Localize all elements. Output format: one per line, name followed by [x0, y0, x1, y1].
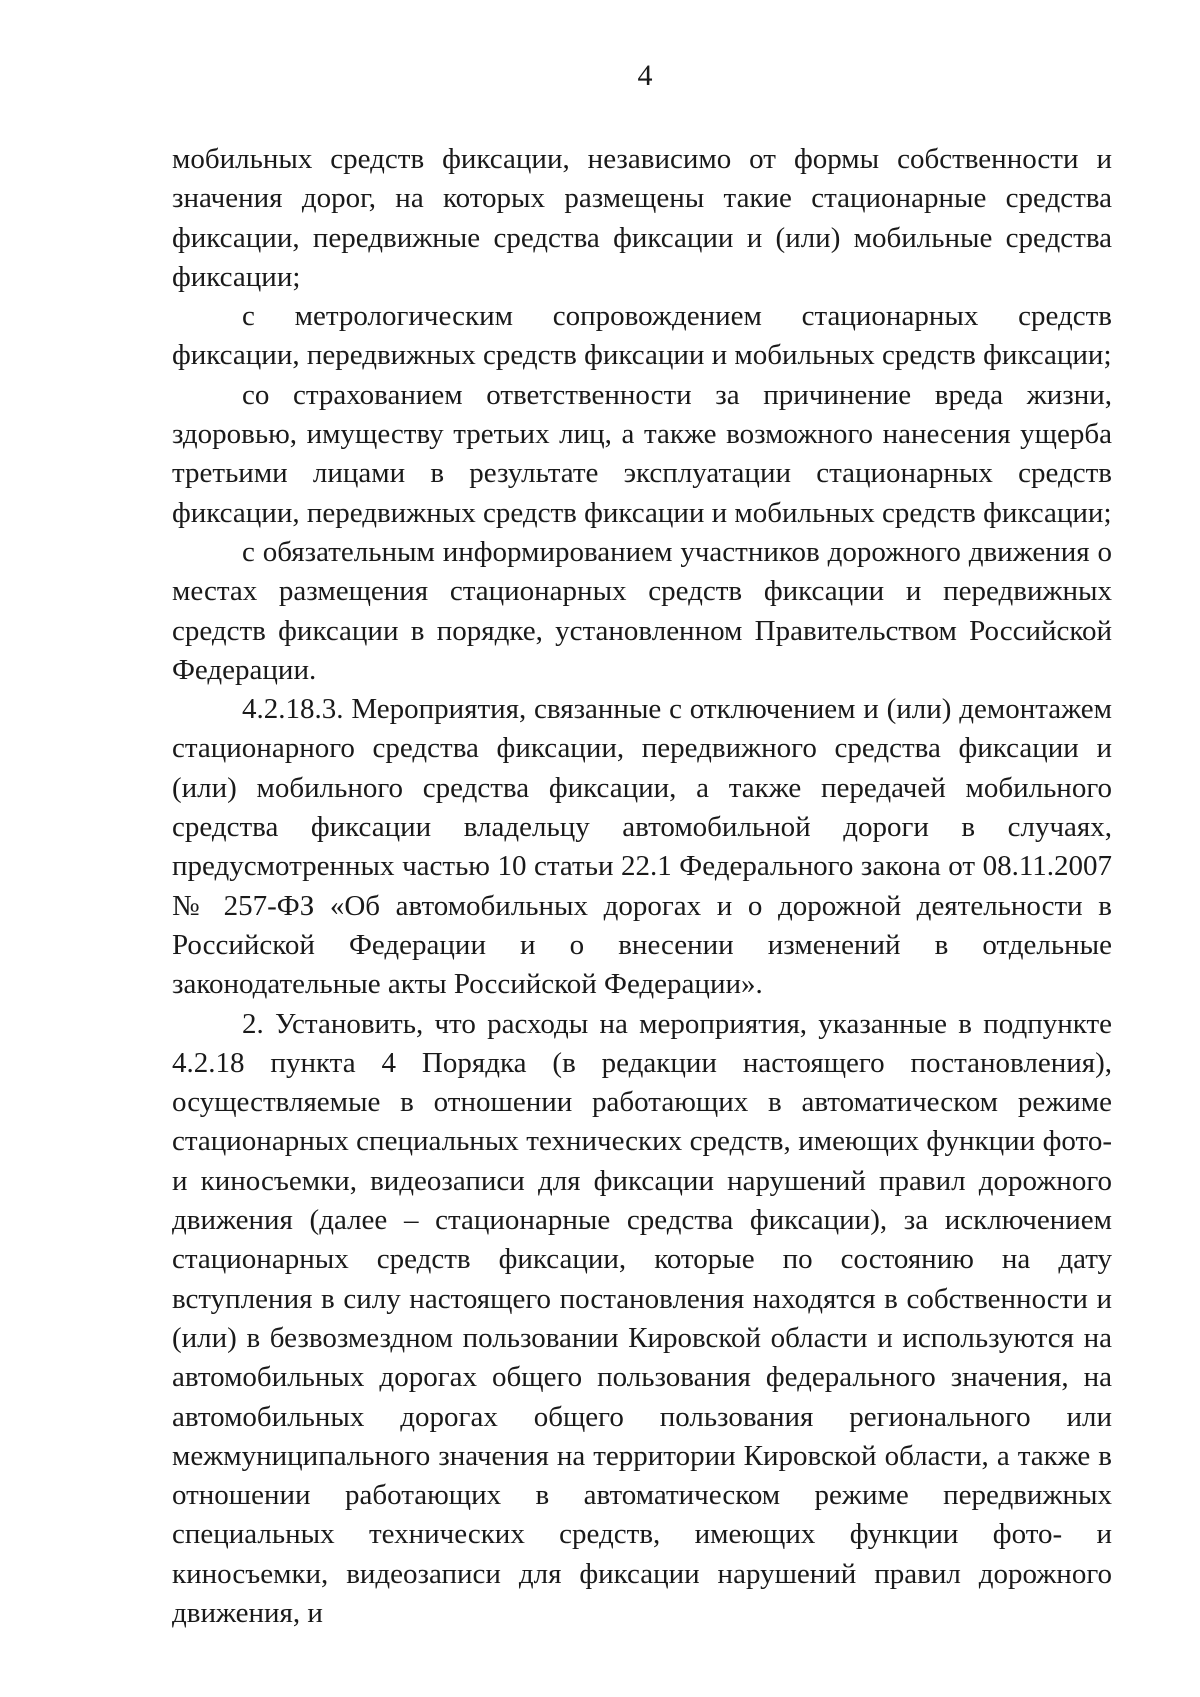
paragraph-4-2-18-3: 4.2.18.3. Мероприятия, связанные с отключением и (или) демонтажем стационарного средства фиксации, передвижного средства фиксации и (или) мобильного средства фиксации, а также передачей мобильного средства фиксации владельцу автомобильной дороги в случаях, предусмотренных частью 10 статьи 22.1 Федерального закона от 08.11.2007 № 257-ФЗ «Об автомобильных дорогах и о дорожной деятельности в Российской Федерации и о внесении изменений в отдельные законодательные акты Российской Федерации». — [172, 693, 1112, 1001]
paragraph-item-2: 2. Установить, что расходы на мероприятия, указанные в подпункте 4.2.18 пункта 4 Порядка (в редакции настоящего постановления), осуществляемые в отношении работающих в автоматическом режиме стационарных специальных технических средств, имеющих функции фото- и киносъемки, видеозаписи для фиксации нарушений правил дорожного движения (далее – стационарные средства фиксации), за исключением стационарных средств фиксации, которые по состоянию на дату вступления в силу настоящего постановления находятся в собственности и (или) в безвозмездном пользовании Кировской области и используются на автомобильных дорогах общего пользования федерального значения, на автомобильных дорогах общего пользования регионального или межмуниципального значения на территории Кировской области, а также в отношении работающих в автоматическом режиме передвижных специальных технических средств, имеющих функции фото- и киносъемки, видеозаписи для фиксации нарушений правил дорожного движения, и — [172, 1007, 1112, 1629]
document-body — [172, 140, 1112, 1633]
paragraph-insurance: со страхованием ответственности за причинение вреда жизни, здоровью, имуществу третьих лиц, а также возможного нанесения ущерба третьими лицами в результате эксплуатации стационарных средств фиксации, передвижных средств фиксации и мобильных средств фиксации; — [172, 378, 1112, 529]
paragraph-informing: с обязательным информированием участников дорожного движения о местах размещения стационарных средств фиксации и передвижных средств фиксации в порядке, установленном Правительством Российской Федерации. — [172, 535, 1112, 686]
paragraph-metrology: с метрологическим сопровождением стационарных средств фиксации, передвижных средств фиксации и мобильных средств фиксации; — [172, 300, 1112, 372]
paragraph-continuation: мобильных средств фиксации, независимо от формы собственности и значения дорог, на которых размещены такие стационарные средства фиксации, передвижные средства фиксации и (или) мобильные средства фиксации; — [172, 143, 1112, 293]
page-number: 4 — [637, 59, 653, 92]
